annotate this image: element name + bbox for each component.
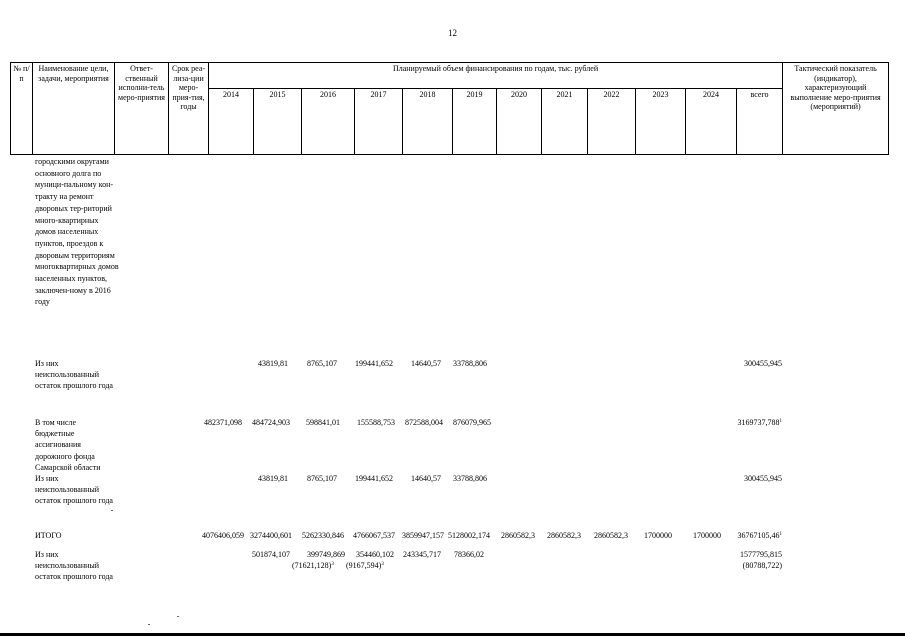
cell-value: 5128002,174 [448, 531, 490, 540]
row-label: Из них неиспользованный остаток прошлого года [35, 474, 113, 506]
cell-value-sub [346, 560, 384, 571]
header-term: Срок реа-лиза-ции меро-прия-тия, годы [169, 63, 209, 155]
cell-value: 199441,652 [355, 359, 393, 368]
header-plan: Планируемый объем финансирования по годам, тыс. рублей [209, 63, 783, 89]
header-name: Наименование цели, задачи, мероприятия [33, 63, 115, 155]
cell-value: 399749,869 [307, 550, 345, 559]
cell-value: 78366,02 [454, 550, 484, 559]
cell-value: 3859947,157 [402, 531, 444, 540]
cell-value: 199441,652 [355, 474, 393, 483]
cell-value-total-sub: (80788,722) [742, 561, 782, 570]
header-year: 2020 [497, 89, 542, 155]
cell-value: 8765,107 [307, 474, 337, 483]
scan-speck [177, 616, 179, 617]
header-indicator: Тактический показатель (индикатор), характеризующий выполнение меро-приятия (мероприятий) [783, 63, 889, 155]
header-year: 2019 [453, 89, 497, 155]
header-year: 2014 [209, 89, 254, 155]
header-year: 2015 [254, 89, 302, 155]
cell-value-total: 1577795,815 [740, 550, 782, 559]
cell-value: 43819,81 [258, 474, 288, 483]
cell-value: 4076406,059 [202, 531, 244, 540]
cell-value: 33788,806 [453, 359, 487, 368]
cell-value: 243345,717 [403, 550, 441, 559]
cell-value: 2860582,3 [594, 531, 628, 540]
page-number: 12 [448, 28, 457, 38]
cell-value: 484724,903 [252, 418, 290, 427]
header-year: 2017 [355, 89, 403, 155]
cell-value: 354460,102 [356, 550, 394, 559]
scan-speck [148, 624, 150, 625]
cell-value: 43819,81 [258, 359, 288, 368]
bottom-rule [0, 633, 905, 636]
cell-value: 598841,01 [306, 418, 340, 427]
footnote-mark: 1 [779, 532, 782, 537]
cell-value: 2860582,3 [547, 531, 581, 540]
header-num: № п/п [11, 63, 33, 155]
header-year: 2016 [302, 89, 355, 155]
value-text: (9167,594) [346, 561, 382, 570]
cell-value: 1700000 [693, 531, 721, 540]
cell-value: 501874,107 [252, 550, 290, 559]
cell-value: 4766067,537 [353, 531, 395, 540]
header-responsible: Ответ-ственный исполни-тель меро-приятия [115, 63, 169, 155]
value-text: (71621,128) [292, 561, 332, 570]
cell-value: 2860582,3 [501, 531, 535, 540]
cell-value: 155588,753 [357, 418, 395, 427]
header-year: 2024 [686, 89, 737, 155]
cell-value-total: 300455,945 [744, 359, 782, 368]
cell-value-sub [292, 560, 334, 571]
header-year: 2021 [542, 89, 588, 155]
header-year: 2022 [588, 89, 636, 155]
cell-value: 8765,107 [307, 359, 337, 368]
cell-value: 5262330,846 [302, 531, 344, 540]
row-label: Из них неиспользованный остаток прошлого года [35, 550, 113, 582]
footnote-mark: 3 [381, 562, 384, 567]
footnote-mark: 1 [779, 419, 782, 424]
cell-value: 3274400,601 [250, 531, 292, 540]
cell-value: 33788,806 [453, 474, 487, 483]
cell-value-total [716, 530, 782, 541]
scan-speck [111, 510, 113, 511]
row-label-total: ИТОГО [35, 531, 62, 540]
cell-value: 876079,965 [453, 418, 491, 427]
cell-value: 1700000 [644, 531, 672, 540]
header-year: 2018 [403, 89, 453, 155]
cell-value: 14640,57 [411, 474, 441, 483]
cell-value-total [716, 417, 782, 428]
value-text: 3169737,788 [737, 418, 780, 427]
cell-value: 872588,004 [405, 418, 443, 427]
header-year-total: всего [737, 89, 783, 155]
header-year: 2023 [636, 89, 686, 155]
footnote-mark: 3 [331, 562, 334, 567]
cell-value-total: 300455,945 [744, 474, 782, 483]
row-label: В том числе бюджетные ассигнования дорожного фонда Самарской области [35, 418, 101, 472]
row-label: Из них неиспользованный остаток прошлого года [35, 359, 113, 391]
cell-value: 482371,098 [204, 418, 242, 427]
continuation-text: городскими округами основного долга по муници-пальному кон-тракту на ремонт дворовых тер-риторий много-квартирных домов населенных пунктов, проездов к дворовым территориям многоквартирных домов населенных пунктов, заключен-ному в 2016 году [35, 157, 119, 307]
value-text: 36767105,46 [737, 531, 780, 540]
cell-value: 14640,57 [411, 359, 441, 368]
